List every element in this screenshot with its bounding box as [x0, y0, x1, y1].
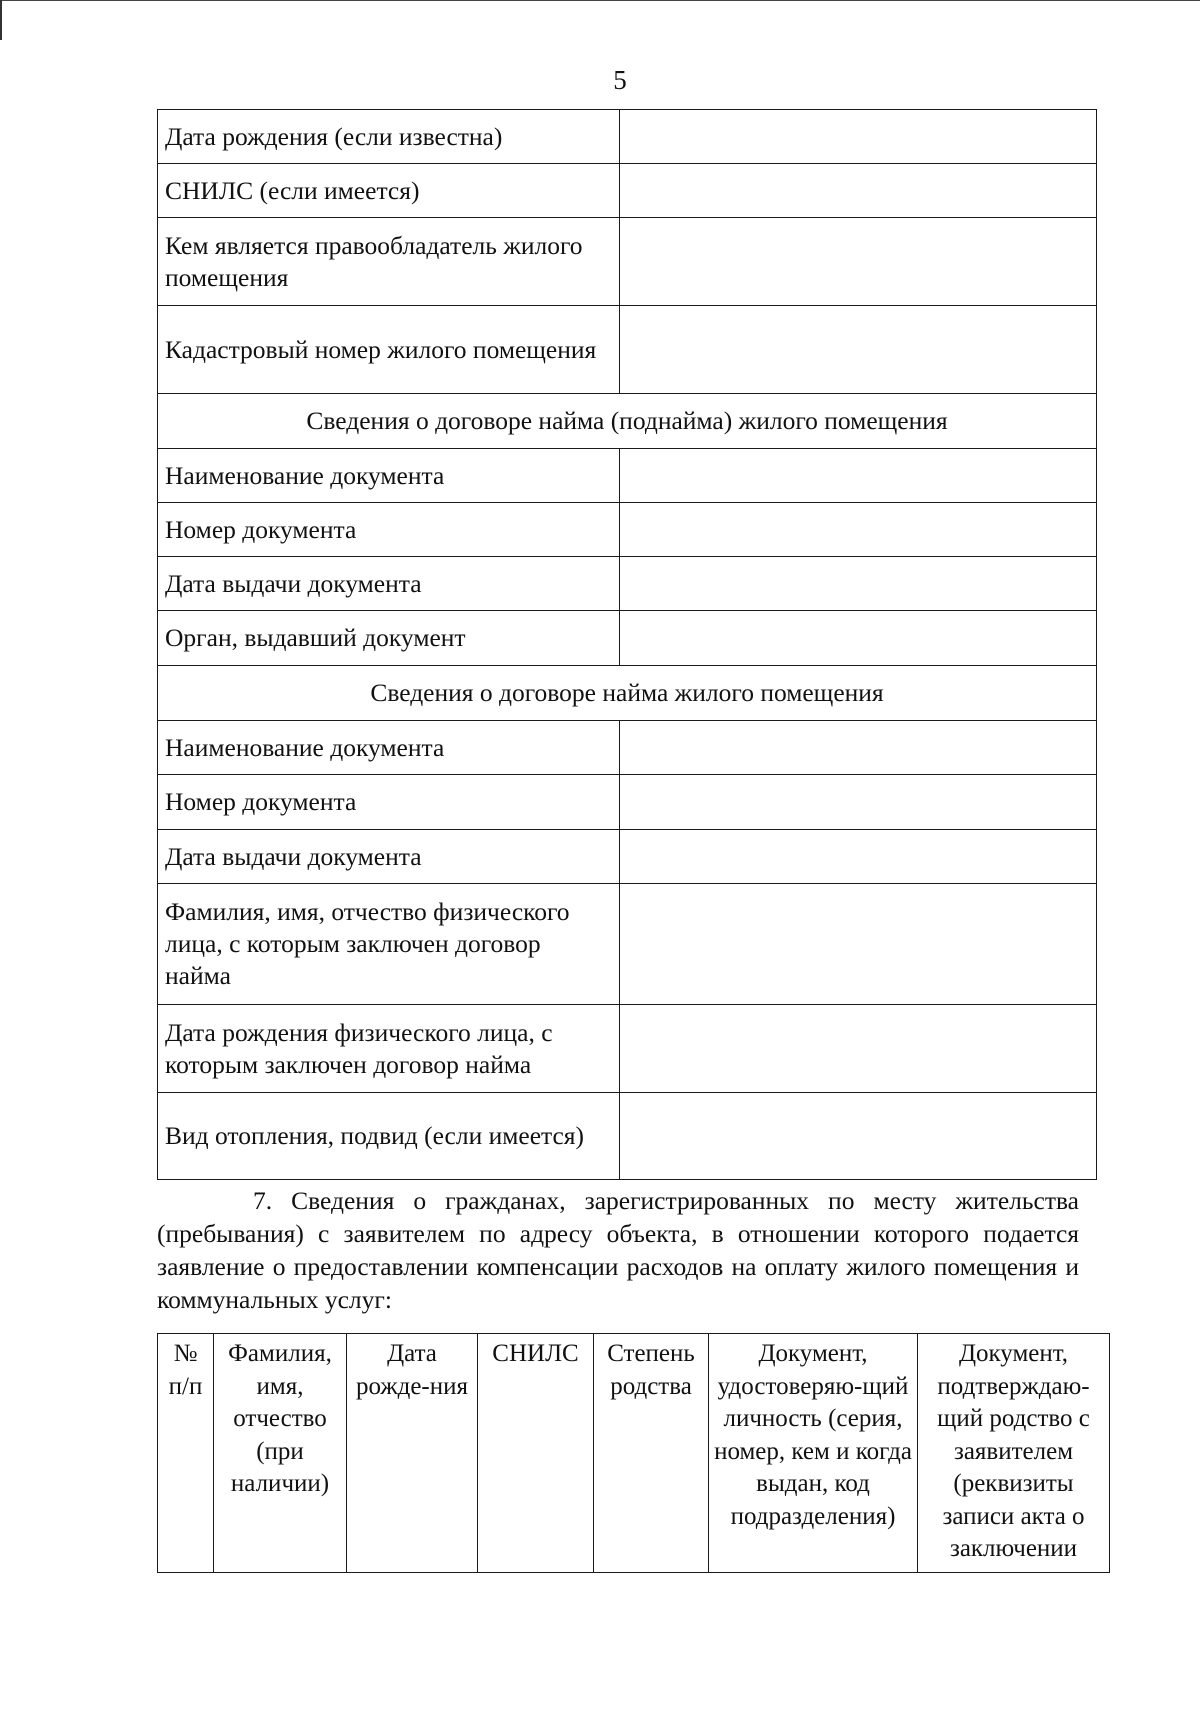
form-row: [158, 1093, 1097, 1180]
field-label-tenant-birth-date: Дата рождения физического лица, с которым заключен договор найма: [158, 1005, 620, 1093]
form-row: [158, 557, 1097, 611]
form-row: [158, 503, 1097, 557]
field-label-issue-date: Дата выдачи документа: [158, 830, 620, 884]
field-label-birth-date: Дата рождения (если известна): [158, 110, 620, 164]
citizens-table-header-row: [158, 1334, 1110, 1573]
property-details-table: [157, 109, 1097, 1180]
column-header-full-name: Фамилия, имя, отчество (при наличии): [214, 1334, 347, 1573]
field-value-right-holder[interactable]: [620, 218, 1097, 306]
form-row: [158, 306, 1097, 394]
field-label-issue-date: Дата выдачи документа: [158, 557, 620, 611]
field-value-heating-type[interactable]: [620, 1093, 1097, 1180]
scan-edge-left: [0, 0, 2, 40]
section-heading-lease-contract: Сведения о договоре найма жилого помещения: [158, 666, 1097, 721]
form-row: [158, 775, 1097, 830]
page-number: 5: [613, 65, 627, 95]
form-row: [158, 218, 1097, 306]
field-value-issuing-authority[interactable]: [620, 611, 1097, 666]
scan-edge-top: [0, 0, 1200, 1]
section-heading-row: [158, 394, 1097, 449]
field-value-birth-date[interactable]: [620, 110, 1097, 164]
form-row: [158, 830, 1097, 884]
field-value-snils[interactable]: [620, 164, 1097, 218]
field-label-document-name: Наименование документа: [158, 721, 620, 775]
field-value-issue-date[interactable]: [620, 557, 1097, 611]
field-label-cadastral-number: Кадастровый номер жилого помещения: [158, 306, 620, 394]
form-row: [158, 449, 1097, 503]
field-label-document-name: Наименование документа: [158, 449, 620, 503]
field-value-issue-date[interactable]: [620, 830, 1097, 884]
field-value-document-number[interactable]: [620, 775, 1097, 830]
field-value-tenant-birth-date[interactable]: [620, 1005, 1097, 1093]
column-header-number: № п/п: [158, 1334, 214, 1573]
form-row: [158, 721, 1097, 775]
field-value-document-name[interactable]: [620, 449, 1097, 503]
form-row: [158, 110, 1097, 164]
field-label-tenant-full-name: Фамилия, имя, отчество физического лица, с которым заключен договор найма: [158, 884, 620, 1005]
field-label-right-holder: Кем является правообладатель жилого помещения: [158, 218, 620, 306]
section-heading-sublease-contract: Сведения о договоре найма (поднайма) жилого помещения: [158, 394, 1097, 449]
column-header-snils: СНИЛС: [478, 1334, 594, 1573]
column-header-birth-date: Дата рожде-ния: [347, 1334, 478, 1573]
column-header-relationship: Степень родства: [594, 1334, 709, 1573]
field-value-cadastral-number[interactable]: [620, 306, 1097, 394]
registered-citizens-table: [157, 1333, 1110, 1573]
field-label-issuing-authority: Орган, выдавший документ: [158, 611, 620, 666]
field-label-heating-type: Вид отопления, подвид (если имеется): [158, 1093, 620, 1180]
field-value-document-number[interactable]: [620, 503, 1097, 557]
section-heading-row: [158, 666, 1097, 721]
column-header-identity-document: Документ, удостоверяю-щий личность (серия, номер, кем и когда выдан, код подразделения): [709, 1334, 918, 1573]
field-value-document-name[interactable]: [620, 721, 1097, 775]
field-label-snils: СНИЛС (если имеется): [158, 164, 620, 218]
field-label-document-number: Номер документа: [158, 775, 620, 830]
form-row: [158, 1005, 1097, 1093]
form-row: [158, 884, 1097, 1005]
form-row: [158, 164, 1097, 218]
paragraph-7-registered-citizens: 7. Сведения о гражданах, зарегистрированных по месту жительства (пребывания) с заявителем по адресу объекта, в отношении которого подается заявление о предоставлении компенсации расходов на оплату жилого помещения и коммунальных услуг:: [157, 1186, 1079, 1314]
field-value-tenant-full-name[interactable]: [620, 884, 1097, 1005]
column-header-kinship-document: Документ, подтверждаю-щий родство с заявителем (реквизиты записи акта о заключении: [918, 1334, 1110, 1573]
field-label-document-number: Номер документа: [158, 503, 620, 557]
form-row: [158, 611, 1097, 666]
